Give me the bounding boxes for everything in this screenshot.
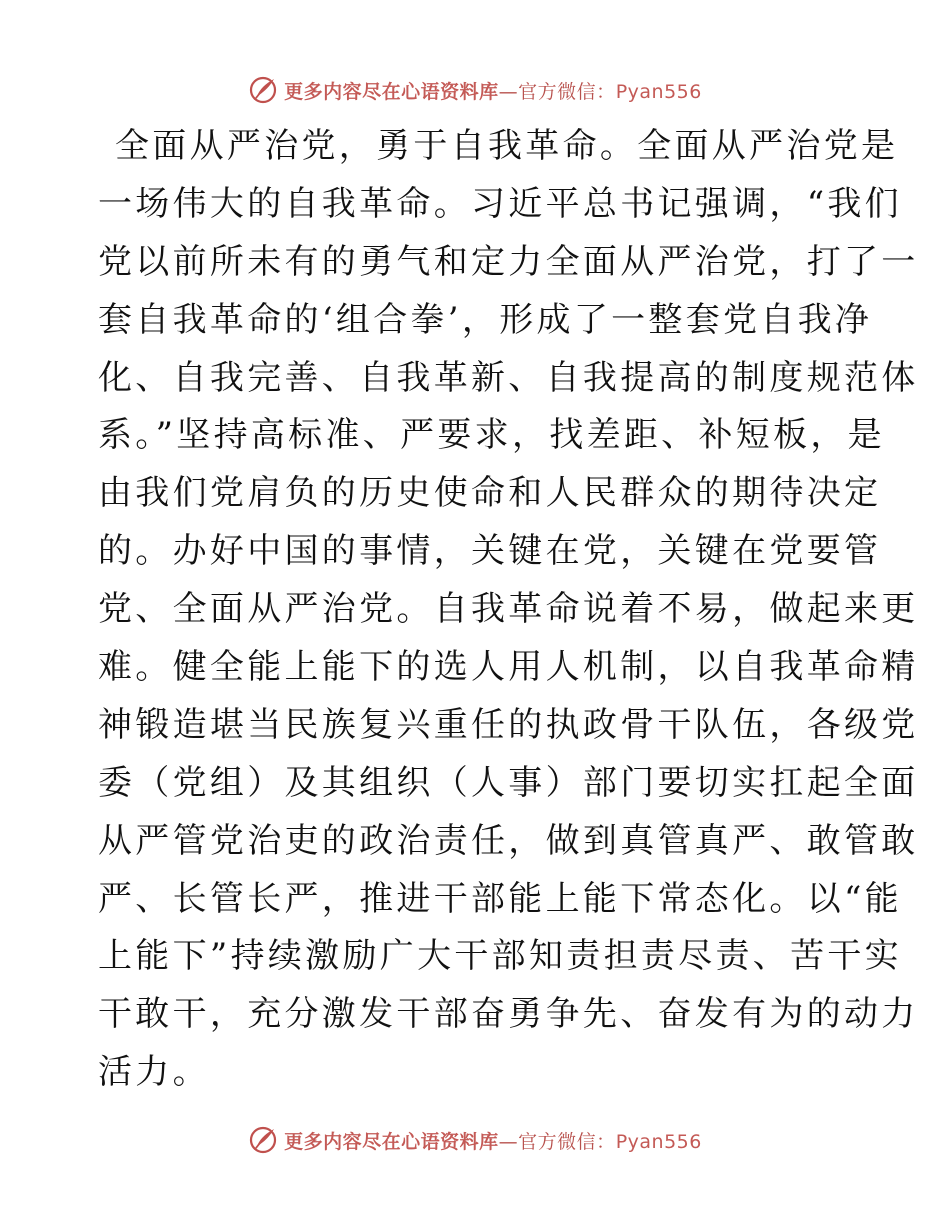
body-line: 难。健全能上能下的选人用人机制，以自我革命精 xyxy=(98,647,919,688)
watermark-text xyxy=(284,77,702,104)
body-line: 由我们党肩负的历史使命和人民群众的期待决定 xyxy=(98,473,882,514)
body-line: 上能下”持续激励广大干部知责担责尽责、苦干实 xyxy=(98,936,902,977)
watermark-brand: 更多内容尽在心语资料库 xyxy=(284,1130,499,1153)
body-line: 全面从严治党，勇于自我革命。全面从严治党是 xyxy=(115,126,899,166)
header-watermark xyxy=(0,70,950,110)
watermark-dash: — xyxy=(498,80,519,103)
body-line: 套自我革命的‘组合拳’，形成了一整套党自我净 xyxy=(98,299,873,340)
body-line: 的。办好中国的事情，关键在党，关键在党要管 xyxy=(98,531,882,572)
body-line: 活力。 xyxy=(98,1052,210,1093)
body-line: 从严管党治吏的政治责任，做到真管真严、敢管敢 xyxy=(98,820,919,861)
body-line: 党、全面从严治党。自我革命说着不易，做起来更 xyxy=(98,589,919,630)
body-line: 严、长管长严，推进干部能上能下常态化。以“能 xyxy=(98,878,902,919)
watermark-brand: 更多内容尽在心语资料库 xyxy=(284,80,499,103)
watermark-dash: — xyxy=(498,1130,519,1153)
body-line: 系。”坚持高标准、严要求，找差距、补短板，是 xyxy=(98,415,885,456)
body-line: 神锻造堪当民族复兴重任的执政骨干队伍，各级党 xyxy=(98,704,919,745)
watermark-label: 官方微信： xyxy=(518,1130,616,1153)
body-line: 委（党组）及其组织（人事）部门要切实扛起全面 xyxy=(98,762,919,803)
watermark-account: Pyan556 xyxy=(615,80,702,103)
footer-watermark xyxy=(0,1120,950,1160)
body-line: 干敢干，充分激发干部奋勇争先、奋发有为的动力 xyxy=(98,994,919,1035)
quill-logo-icon xyxy=(248,75,278,105)
watermark-account: Pyan556 xyxy=(615,1130,702,1153)
quill-logo-icon xyxy=(248,1125,278,1155)
watermark-text xyxy=(284,1127,702,1154)
document-body xyxy=(98,118,919,1102)
body-line: 党以前所未有的勇气和定力全面从严治党，打了一 xyxy=(98,241,919,282)
body-line: 化、自我完善、自我革新、自我提高的制度规范体 xyxy=(98,357,919,398)
watermark-label: 官方微信： xyxy=(518,80,616,103)
body-line: 一场伟大的自我革命。习近平总书记强调，“我们 xyxy=(98,183,902,224)
